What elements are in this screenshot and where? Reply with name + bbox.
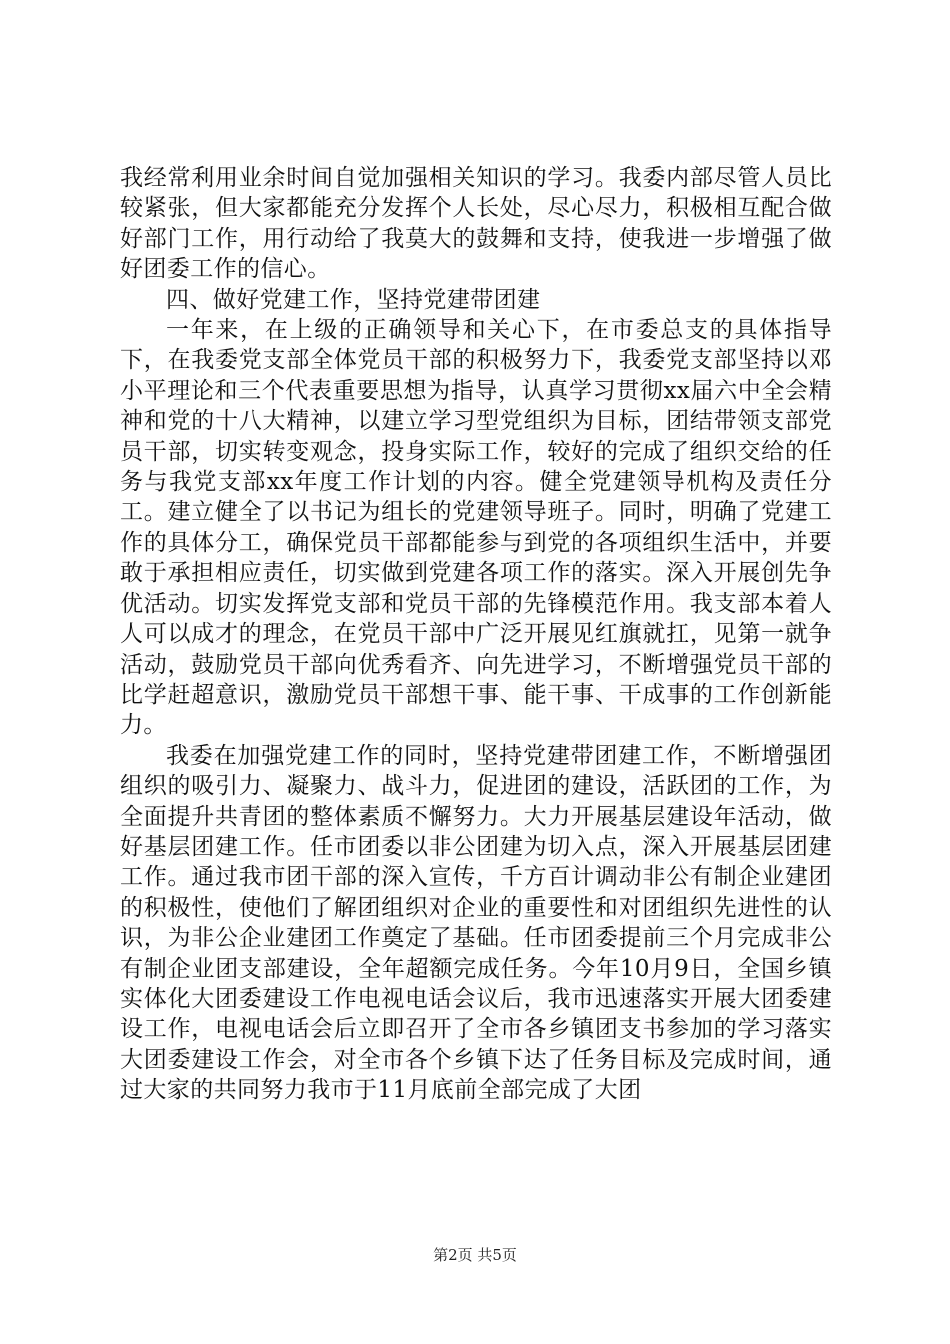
paragraph-continuation: 我经常利用业余时间自觉加强相关知识的学习。我委内部尽管人员比较紧张，但大家都能充分发挥个人长处，尽心尽力，积极相互配合做好部门工作，用行动给了我莫大的鼓舞和支持，使我进一步增强了做好团委工作的信心。 (120, 165, 832, 283)
document-body (120, 163, 832, 1106)
section-heading: 四、做好党建工作，坚持党建带团建 (166, 286, 541, 313)
page-number-footer: 第2页 共5页 (433, 1246, 517, 1264)
paragraph-league-building: 我委在加强党建工作的同时，坚持党建带团建工作，不断增强团组织的吸引力、凝聚力、战斗力，促进团的建设，活跃团的工作，为全面提升共青团的整体素质不懈努力。大力开展基层建设年活动，做好基层团建工作。任市团委以非公团建为切入点，深入开展基层团建工作。通过我市团干部的深入宣传，千方百计调动非公有制企业建团的积极性，使他们了解团组织对企业的重要性和对团组织先进性的认识，为非公企业建团工作奠定了基础。任市团委提前三个月完成非公有制企业团支部建设，全年超额完成任务。今年10月9日，全国乡镇实体化大团委建设工作电视电话会议后，我市迅速落实开展大团委建设工作，电视电话会后立即召开了全市各乡镇团支书参加的学习落实大团委建设工作会，对全市各个乡镇下达了任务目标及完成时间，通过大家的共同努力我市于11月底前全部完成了大团 (120, 742, 832, 1104)
paragraph-party-building: 一年来，在上级的正确领导和关心下，在市委总支的具体指导下，在我委党支部全体党员干部的积极努力下，我委党支部坚持以邓小平理论和三个代表重要思想为指导，认真学习贯彻xx届六中全会精神和党的十八大精神，以建立学习型党组织为目标，团结带领支部党员干部，切实转变观念，投身实际工作，较好的完成了组织交给的任务与我党支部xx年度工作计划的内容。健全党建领导机构及责任分工。建立健全了以书记为组长的党建领导班子。同时，明确了党建工作的具体分工，确保党员干部都能参与到党的各项组织生活中，并要敢于承担相应责任，切实做到党建各项工作的落实。深入开展创先争优活动。切实发挥党支部和党员干部的先锋模范作用。我支部本着人人可以成才的理念，在党员干部中广泛开展见红旗就扛，见第一就争活动，鼓励党员干部向优秀看齐、向先进学习，不断增强党员干部的比学赶超意识，激励党员干部想干事、能干事、干成事的工作创新能力。 (120, 317, 832, 739)
